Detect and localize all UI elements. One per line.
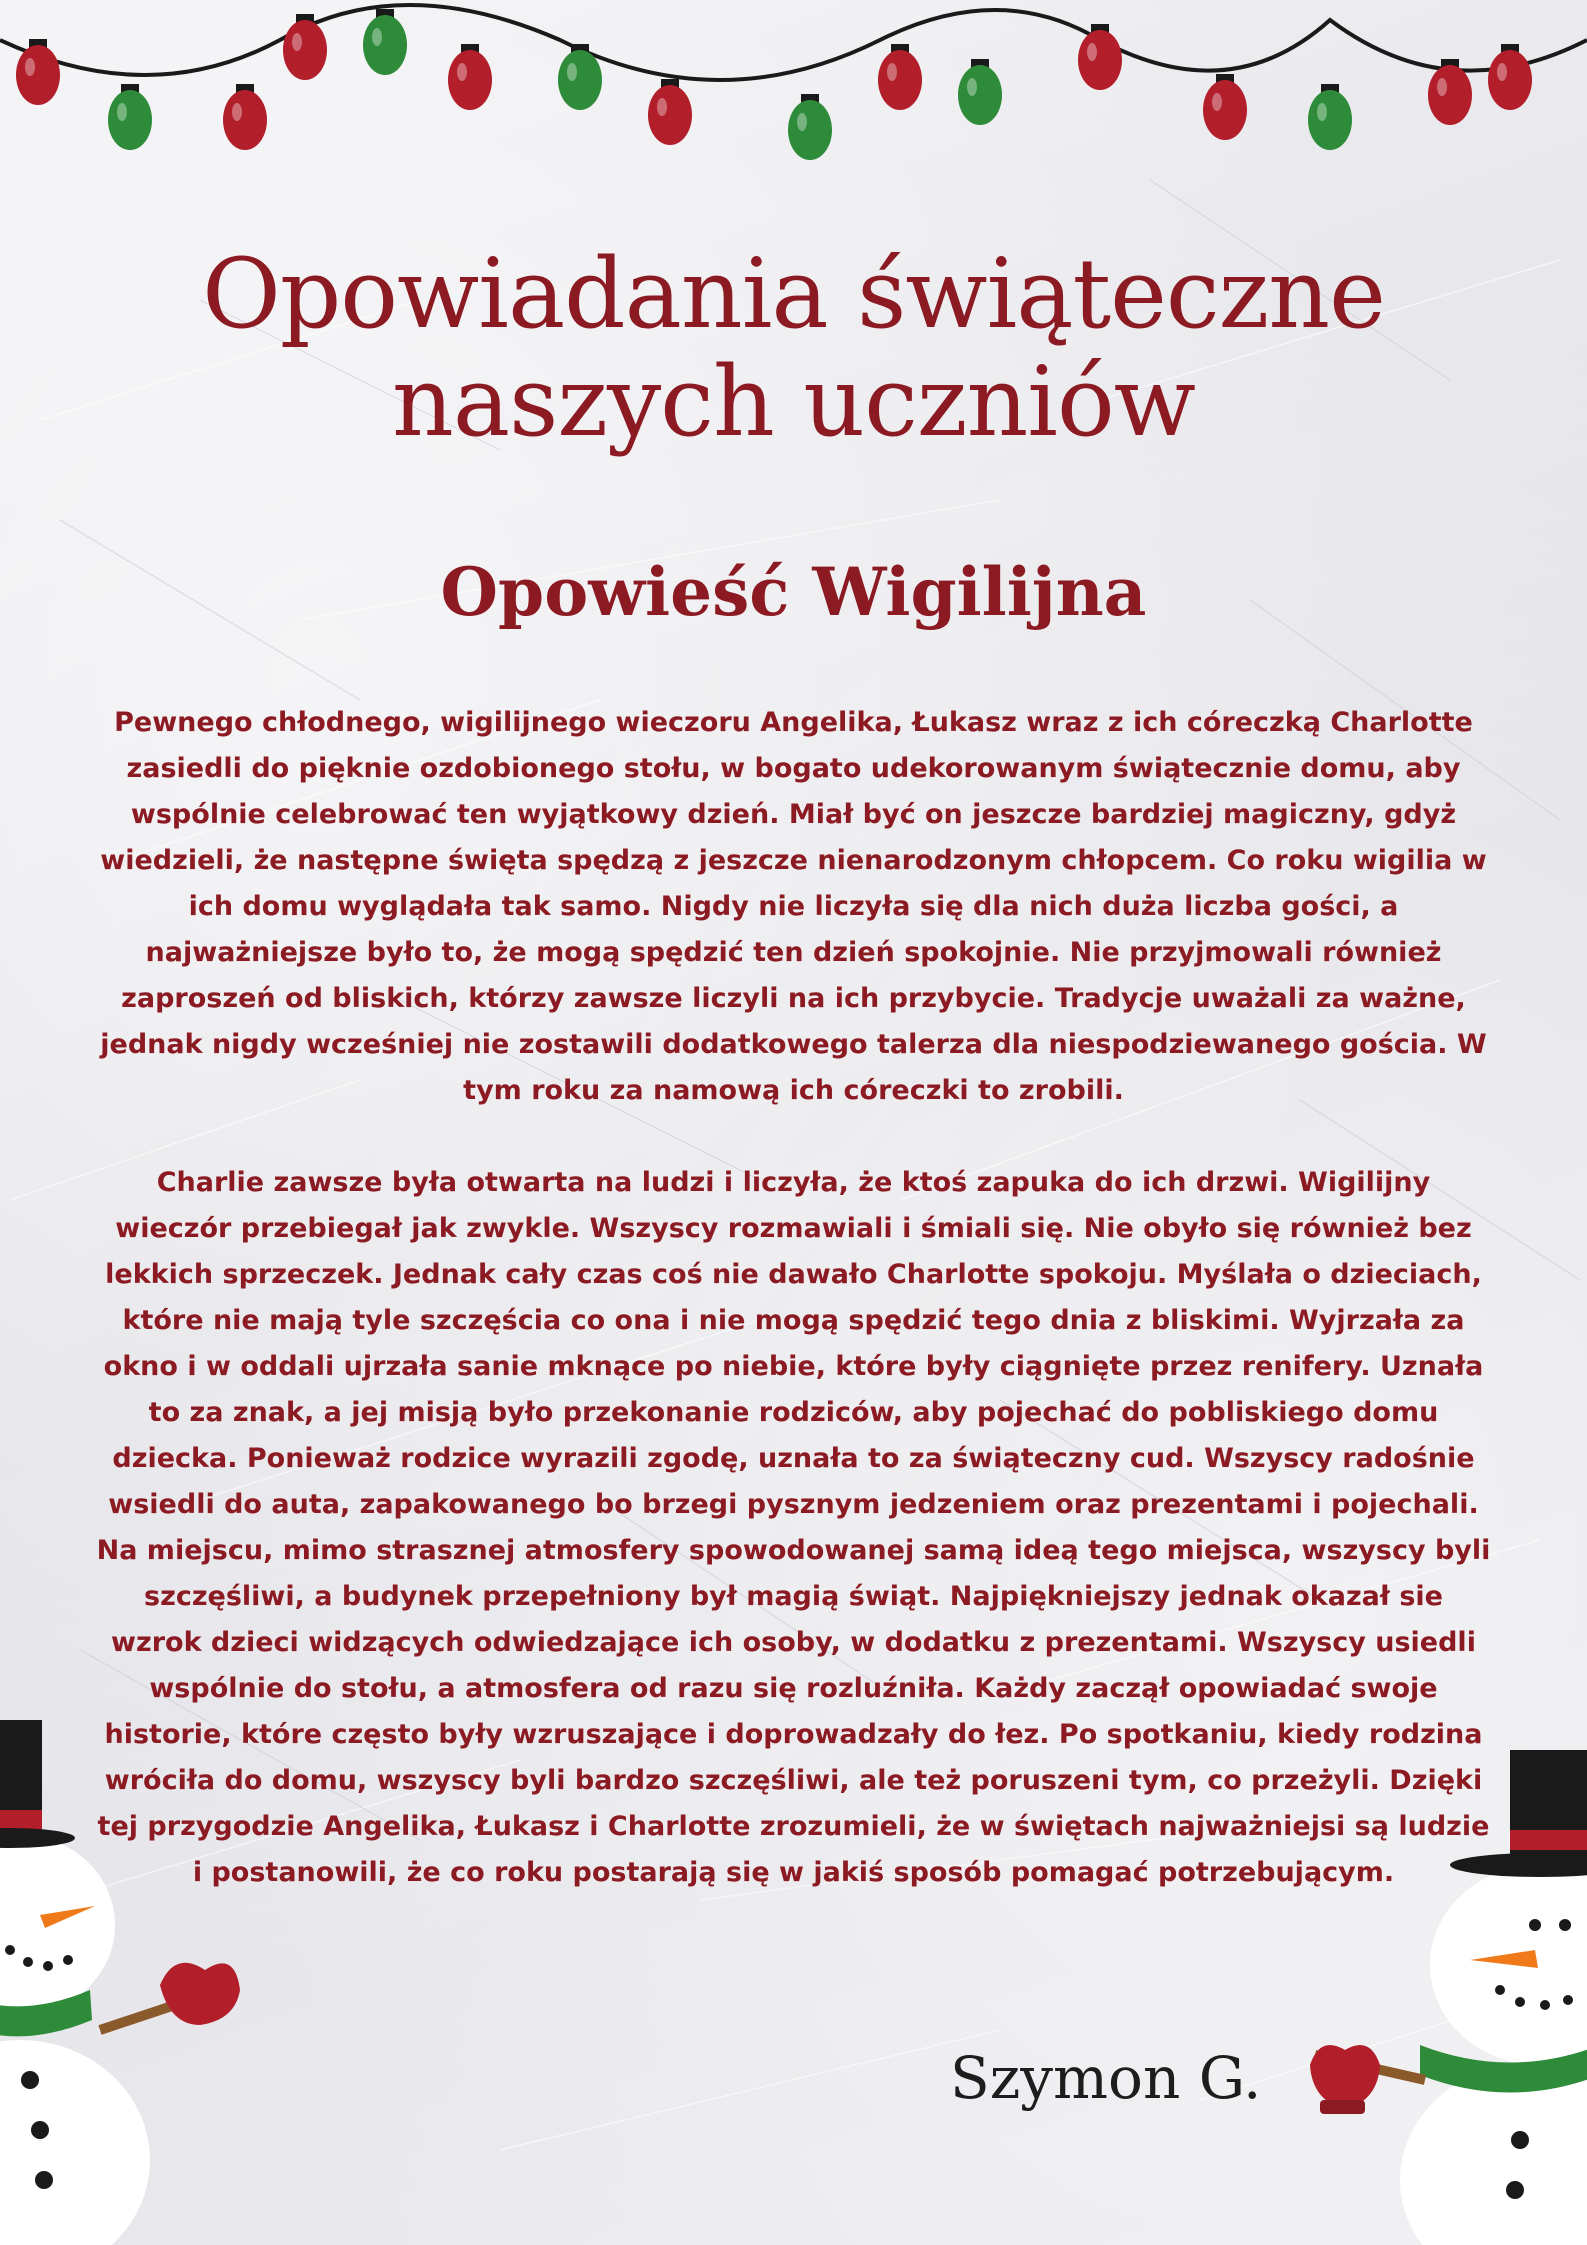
story-paragraph: Charlie zawsze była otwarta na ludzi i liczyła, że ktoś zapuka do ich drzwi. Wigilijny wieczór przebiegał jak zwykle. Wszyscy rozmawiali i śmiali się. Nie obyło się również bez lekkich sprzeczek. Jednak cały czas coś nie dawało Charlotte spokoju. Myślała o dzieciach, które nie mają tyle szczęścia co ona i nie mogą spędzić tego dnia z bliskimi. Wyjrzała za okno i w oddali ujrzała sanie mknące po niebie, które były ciągnięte przez renifery. Uznała to za znak, a jej misją było przekonanie rodziców, aby pojechać do pobliskiego domu dziecka. Ponieważ rodzice wyrazili zgodę, uznała to za świąteczny cud. Wszyscy radośnie wsiedli do auta, zapakowanego bo brzegi pysznym jedzeniem oraz prezentami i pojechali. Na miejscu, mimo strasznej atmosfery spowodowanej samą ideą tego miejsca, wszyscy byli szczęśliwi, a budynek przepełniony był magią świąt. Najpiękniejszy jednak okazał sie wzrok dzieci widzących odwiedzające ich osoby, w dodatku z prezentami. Wszyscy usiedli wspólnie do stołu, a atmosfera od razu się rozluźniła. Każdy zaczął opowiadać swoje historie, które często były wzruszające i doprowadzały do łez. Po spotkaniu, kiedy rodzina wróciła do domu, wszyscy byli bardzo szczęśliwi, ale też poruszeni tym, co przeżyli. Dzięki tej przygodzie Angelika, Łukasz i Charlotte zrozumieli, że w świętach najważniejsi są ludzie i postanowili, że co roku postarają się w jakiś sposób pomagać potrzebującym. — [96, 1167, 1491, 1888]
light-bulb-icon — [223, 84, 267, 150]
light-bulb-icon — [788, 94, 832, 160]
light-bulb-icon — [958, 59, 1002, 125]
light-bulb-icon — [283, 14, 327, 80]
christmas-lights-icon — [0, 0, 1587, 220]
light-bulb-icon — [1078, 24, 1122, 90]
light-bulb-icon — [1203, 74, 1247, 140]
light-bulb-icon — [448, 44, 492, 110]
page-title — [0, 240, 1587, 456]
light-bulb-icon — [108, 84, 152, 150]
light-bulb-icon — [1488, 44, 1532, 110]
story-text — [96, 700, 1491, 1942]
page-title-line2: naszych uczniów — [392, 346, 1195, 458]
snowman-icon — [1310, 1750, 1587, 2245]
light-bulb-icon — [1308, 84, 1352, 150]
page-title-line1: Opowiadania świąteczne — [202, 238, 1385, 350]
light-bulb-icon — [648, 79, 692, 145]
mitten-icon — [1300, 2030, 1390, 2120]
author-signature: Szymon G. — [950, 2044, 1262, 2112]
light-bulb-icon — [363, 9, 407, 75]
snowman-icon — [0, 1720, 260, 2245]
light-bulb-icon — [878, 44, 922, 110]
story-paragraph: Pewnego chłodnego, wigilijnego wieczoru Angelika, Łukasz wraz z ich córeczką Charlotte zasiedli do pięknie ozdobionego stołu, w bogato udekorowanym świątecznie domu, aby wspólnie celebrować ten wyjątkowy dzień. Miał być on jeszcze bardziej magiczny, gdyż wiedzieli, że następne święta spędzą z jeszcze nienarodzonym chłopcem. Co roku wigilia w ich domu wyglądała tak samo. Nigdy nie liczyła się dla nich duża liczba gości, a najważniejsze było to, że mogą spędzić ten dzień spokojnie. Nie przyjmowali również zaproszeń od bliskich, którzy zawsze liczyli na ich przybycie. Tradycje uważali za ważne, jednak nigdy wcześniej nie zostawili dodatkowego talerza dla niespodziewanego gościa. W tym roku za namową ich córeczki to zrobili. — [100, 707, 1487, 1106]
story-title: Opowieść Wigilijna — [440, 553, 1147, 631]
